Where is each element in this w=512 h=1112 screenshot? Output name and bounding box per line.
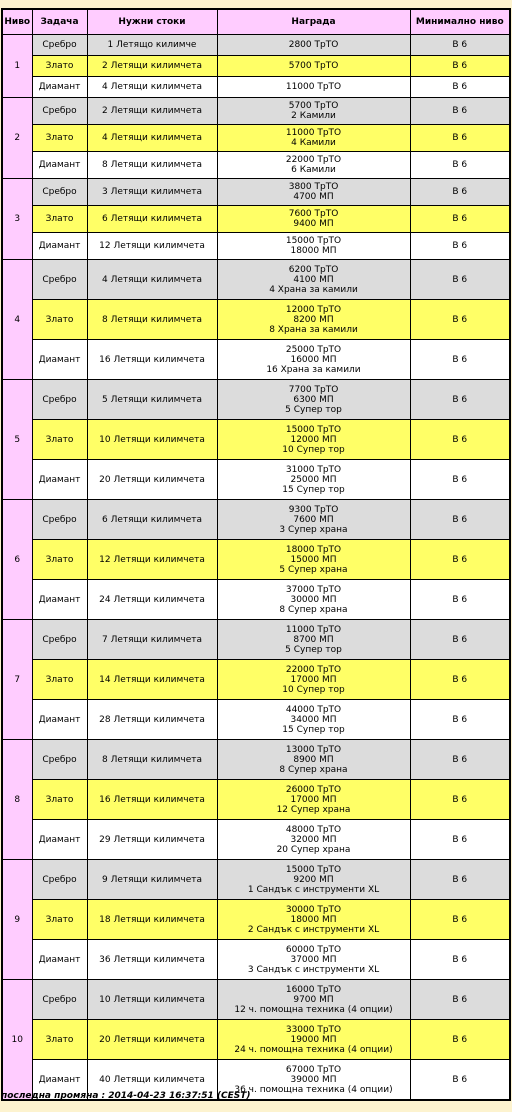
reward-cell (217, 179, 410, 206)
task-cell: Диамант (32, 152, 87, 179)
task-cell: Сребро (32, 179, 87, 206)
min-level-cell: В 6 (410, 98, 510, 125)
min-level-cell: В 6 (410, 700, 510, 740)
task-cell: Диамант (32, 700, 87, 740)
min-level-cell: В 6 (410, 660, 510, 700)
reward-line: 7600 ТрТО (288, 209, 339, 219)
reward-cell (217, 660, 410, 700)
rewards-table (1, 8, 511, 1101)
task-cell: Сребро (32, 380, 87, 420)
task-cell: Злато (32, 900, 87, 940)
min-level-cell: В 6 (410, 420, 510, 460)
min-level-cell: В 6 (410, 206, 510, 233)
min-level-cell: В 6 (410, 460, 510, 500)
min-level-cell: В 6 (410, 340, 510, 380)
reward-line: 9200 МП (293, 874, 334, 885)
reward-line: 7600 МП (293, 514, 334, 525)
min-level-cell: В 6 (410, 260, 510, 300)
min-level-cell: В 6 (410, 540, 510, 580)
reward-line: 22000 ТрТО (285, 155, 342, 165)
level-cell: 7 (2, 620, 32, 740)
reward-line: 15000 ТрТО (285, 864, 342, 875)
table-row (2, 980, 510, 1020)
reward-line: 11000 ТрТО (285, 128, 342, 138)
table-row (2, 35, 510, 56)
reward-line: 33000 ТрТО (285, 1024, 342, 1035)
reward-line: 12 Супер храна (276, 804, 351, 815)
reward-line: 32000 МП (290, 834, 337, 845)
table-row (2, 580, 510, 620)
table-row (2, 260, 510, 300)
table-row (2, 540, 510, 580)
goods-cell: 10 Летящи килимчета (87, 980, 217, 1020)
reward-line: 31000 ТрТО (285, 464, 342, 475)
table-row (2, 179, 510, 206)
reward-cell (217, 233, 410, 260)
goods-cell: 24 Летящи килимчета (87, 580, 217, 620)
level-cell: 10 (2, 980, 32, 1101)
reward-cell (217, 860, 410, 900)
reward-line: 15 Супер тор (282, 724, 345, 735)
table-row (2, 620, 510, 660)
reward-line: 25000 МП (290, 474, 337, 485)
goods-cell: 12 Летящи килимчета (87, 233, 217, 260)
goods-cell: 10 Летящи килимчета (87, 420, 217, 460)
reward-line: 7700 ТрТО (288, 384, 339, 395)
goods-cell: 20 Летящи килимчета (87, 1020, 217, 1060)
reward-line: 6 Камили (291, 165, 336, 175)
min-level-cell: В 6 (410, 740, 510, 780)
min-level-cell: В 6 (410, 500, 510, 540)
reward-line: 17000 МП (290, 674, 337, 685)
task-cell: Злато (32, 660, 87, 700)
reward-cell (217, 620, 410, 660)
reward-line: 1 Сандък с инструменти XL (247, 884, 380, 895)
table-row (2, 206, 510, 233)
goods-cell: 28 Летящи килимчета (87, 700, 217, 740)
min-level-cell: В 6 (410, 125, 510, 152)
goods-cell: 3 Летящи килимчета (87, 179, 217, 206)
reward-cell (217, 340, 410, 380)
level-cell: 5 (2, 380, 32, 500)
task-cell: Диамант (32, 77, 87, 98)
reward-line: 67000 ТрТО (285, 1064, 342, 1075)
reward-line: 12000 МП (290, 434, 337, 445)
task-cell: Диамант (32, 340, 87, 380)
task-cell: Злато (32, 420, 87, 460)
reward-line: 10 Супер тор (282, 444, 345, 455)
goods-cell: 16 Летящи килимчета (87, 340, 217, 380)
reward-line: 44000 ТрТО (285, 704, 342, 715)
reward-cell (217, 540, 410, 580)
level-cell: 3 (2, 179, 32, 260)
header-task: Задача (32, 9, 87, 35)
header-level: Ниво (2, 9, 32, 35)
table-row (2, 98, 510, 125)
reward-line: 13000 ТрТО (285, 744, 342, 755)
table-row (2, 380, 510, 420)
reward-line: 5700 ТрТО (288, 101, 339, 111)
reward-line: 9700 МП (293, 994, 334, 1005)
reward-cell (217, 820, 410, 860)
reward-line: 34000 МП (290, 714, 337, 725)
task-cell: Диамант (32, 233, 87, 260)
goods-cell: 20 Летящи килимчета (87, 460, 217, 500)
reward-line: 4700 МП (293, 192, 334, 202)
level-cell: 2 (2, 98, 32, 179)
table-row (2, 820, 510, 860)
header-goods: Нужни стоки (87, 9, 217, 35)
reward-line: 17000 МП (290, 794, 337, 805)
goods-cell: 7 Летящи килимчета (87, 620, 217, 660)
min-level-cell: В 6 (410, 56, 510, 77)
reward-line: 9400 МП (293, 219, 334, 229)
reward-line: 12 ч. помощна техника (4 опции) (234, 1004, 393, 1015)
reward-line: 36 ч. помощна техника (4 опции) (234, 1084, 393, 1095)
reward-line: 37000 МП (290, 954, 337, 965)
reward-line: 3 Супер храна (279, 524, 348, 535)
goods-cell: 29 Летящи килимчета (87, 820, 217, 860)
reward-line: 2 Камили (291, 111, 336, 121)
task-cell: Злато (32, 206, 87, 233)
reward-cell (217, 580, 410, 620)
task-cell: Сребро (32, 500, 87, 540)
reward-cell (217, 740, 410, 780)
min-level-cell: В 6 (410, 620, 510, 660)
reward-line: 4 Храна за камили (269, 284, 358, 295)
goods-cell: 2 Летящи килимчета (87, 98, 217, 125)
goods-cell: 8 Летящи килимчета (87, 300, 217, 340)
goods-cell: 4 Летящи килимчета (87, 77, 217, 98)
min-level-cell: В 6 (410, 152, 510, 179)
table-row (2, 860, 510, 900)
min-level-cell: В 6 (410, 1020, 510, 1060)
task-cell: Сребро (32, 35, 87, 56)
last-modified: последна промяна : 2014-04-23 16:37:51 (CEST) (1, 1091, 251, 1101)
goods-cell: 2 Летящи килимчета (87, 56, 217, 77)
reward-line: 5 Супер тор (285, 644, 342, 655)
level-cell: 1 (2, 35, 32, 98)
reward-line: 19000 МП (290, 1034, 337, 1045)
min-level-cell: В 6 (410, 780, 510, 820)
reward-line: 18000 МП (290, 914, 337, 925)
reward-line: 15000 ТрТО (285, 424, 342, 435)
goods-cell: 18 Летящи килимчета (87, 900, 217, 940)
goods-cell: 6 Летящи килимчета (87, 500, 217, 540)
reward-line: 25000 ТрТО (285, 344, 342, 355)
min-level-cell: В 6 (410, 900, 510, 940)
min-level-cell: В 6 (410, 35, 510, 56)
reward-cell (217, 35, 410, 56)
reward-cell (217, 420, 410, 460)
task-cell: Диамант (32, 460, 87, 500)
task-cell: Злато (32, 125, 87, 152)
reward-line: 2 Сандък с инструменти XL (247, 924, 380, 935)
min-level-cell: В 6 (410, 820, 510, 860)
goods-cell: 8 Летящи килимчета (87, 740, 217, 780)
reward-cell (217, 780, 410, 820)
table-row (2, 420, 510, 460)
reward-cell (217, 940, 410, 980)
task-cell: Злато (32, 300, 87, 340)
rewards-table-container (1, 8, 511, 1101)
header-min-level: Минимално ниво (410, 9, 510, 35)
goods-cell: 12 Летящи килимчета (87, 540, 217, 580)
reward-line: 20 Супер храна (276, 844, 351, 855)
reward-line: 16 Храна за камили (266, 364, 361, 375)
task-cell: Злато (32, 56, 87, 77)
reward-cell (217, 56, 410, 77)
reward-line: 24 ч. помощна техника (4 опции) (234, 1044, 393, 1055)
min-level-cell: В 6 (410, 860, 510, 900)
reward-cell (217, 900, 410, 940)
reward-line: 22000 ТрТО (285, 664, 342, 675)
reward-line: 18000 МП (290, 246, 337, 256)
task-cell: Злато (32, 1020, 87, 1060)
table-header-row (2, 9, 510, 35)
reward-line: 11000 ТрТО (285, 624, 342, 635)
level-cell: 9 (2, 860, 32, 980)
reward-line: 3 Сандък с инструменти XL (247, 964, 380, 975)
task-cell: Злато (32, 780, 87, 820)
reward-line: 3800 ТрТО (288, 182, 339, 192)
table-row (2, 660, 510, 700)
goods-cell: 14 Летящи килимчета (87, 660, 217, 700)
reward-line: 5 Супер храна (279, 564, 348, 575)
table-row (2, 300, 510, 340)
level-cell: 6 (2, 500, 32, 620)
reward-line: 60000 ТрТО (285, 944, 342, 955)
task-cell: Диамант (32, 940, 87, 980)
reward-line: 8700 МП (293, 634, 334, 645)
reward-cell (217, 206, 410, 233)
min-level-cell: В 6 (410, 940, 510, 980)
task-cell: Диамант (32, 1060, 87, 1101)
min-level-cell: В 6 (410, 580, 510, 620)
reward-cell (217, 700, 410, 740)
goods-cell: 8 Летящи килимчета (87, 152, 217, 179)
table-row (2, 77, 510, 98)
reward-line: 16000 ТрТО (285, 984, 342, 995)
goods-cell: 9 Летящи килимчета (87, 860, 217, 900)
reward-line: 18000 ТрТО (285, 544, 342, 555)
reward-cell (217, 1020, 410, 1060)
reward-line: 11000 ТрТО (285, 82, 342, 92)
reward-line: 5700 ТрТО (288, 61, 339, 71)
reward-cell (217, 260, 410, 300)
table-row (2, 780, 510, 820)
task-cell: Сребро (32, 620, 87, 660)
table-row (2, 900, 510, 940)
table-row (2, 740, 510, 780)
reward-line: 15 Супер тор (282, 484, 345, 495)
reward-line: 10 Супер тор (282, 684, 345, 695)
reward-cell (217, 77, 410, 98)
task-cell: Сребро (32, 260, 87, 300)
reward-line: 39000 МП (290, 1074, 337, 1085)
min-level-cell: В 6 (410, 380, 510, 420)
goods-cell: 4 Летящи килимчета (87, 260, 217, 300)
header-reward: Награда (217, 9, 410, 35)
reward-line: 12000 ТрТО (285, 304, 342, 315)
reward-line: 15000 ТрТО (285, 236, 342, 246)
table-row (2, 56, 510, 77)
goods-cell: 6 Летящи килимчета (87, 206, 217, 233)
table-row (2, 460, 510, 500)
reward-line: 4 Камили (291, 138, 336, 148)
reward-cell (217, 460, 410, 500)
table-row (2, 125, 510, 152)
reward-line: 48000 ТрТО (285, 824, 342, 835)
table-row (2, 152, 510, 179)
reward-cell (217, 300, 410, 340)
min-level-cell: В 6 (410, 1060, 510, 1101)
reward-cell (217, 980, 410, 1020)
reward-line: 8900 МП (293, 754, 334, 765)
table-body (2, 35, 510, 1101)
min-level-cell: В 6 (410, 233, 510, 260)
table-row (2, 233, 510, 260)
reward-line: 4100 МП (293, 274, 334, 285)
task-cell: Диамант (32, 820, 87, 860)
reward-line: 8 Супер храна (279, 604, 348, 615)
reward-line: 6200 ТрТО (288, 264, 339, 275)
min-level-cell: В 6 (410, 77, 510, 98)
level-cell: 4 (2, 260, 32, 380)
reward-line: 26000 ТрТО (285, 784, 342, 795)
goods-cell: 5 Летящи килимчета (87, 380, 217, 420)
goods-cell: 4 Летящи килимчета (87, 125, 217, 152)
level-cell: 8 (2, 740, 32, 860)
reward-line: 8 Храна за камили (269, 324, 358, 335)
goods-cell: 36 Летящи килимчета (87, 940, 217, 980)
reward-line: 30000 МП (290, 594, 337, 605)
reward-line: 5 Супер тор (285, 404, 342, 415)
table-row (2, 340, 510, 380)
task-cell: Злато (32, 540, 87, 580)
table-row (2, 700, 510, 740)
reward-line: 15000 МП (290, 554, 337, 565)
goods-cell: 16 Летящи килимчета (87, 780, 217, 820)
task-cell: Сребро (32, 980, 87, 1020)
reward-line: 16000 МП (290, 354, 337, 365)
reward-line: 2800 ТрТО (288, 40, 339, 50)
task-cell: Сребро (32, 860, 87, 900)
reward-line: 8 Супер храна (279, 764, 348, 775)
goods-cell: 40 Летящи килимчета (87, 1060, 217, 1101)
table-row (2, 1020, 510, 1060)
reward-cell (217, 98, 410, 125)
table-row (2, 500, 510, 540)
task-cell: Сребро (32, 740, 87, 780)
reward-cell (217, 125, 410, 152)
task-cell: Диамант (32, 580, 87, 620)
min-level-cell: В 6 (410, 300, 510, 340)
reward-line: 30000 ТрТО (285, 904, 342, 915)
reward-line: 8200 МП (293, 314, 334, 325)
reward-cell (217, 380, 410, 420)
min-level-cell: В 6 (410, 980, 510, 1020)
reward-line: 9300 ТрТО (288, 504, 339, 515)
reward-line: 6300 МП (293, 394, 334, 405)
table-row (2, 940, 510, 980)
reward-line: 37000 ТрТО (285, 584, 342, 595)
reward-cell (217, 152, 410, 179)
task-cell: Сребро (32, 98, 87, 125)
min-level-cell: В 6 (410, 179, 510, 206)
goods-cell: 1 Летящо килимче (87, 35, 217, 56)
reward-cell (217, 500, 410, 540)
